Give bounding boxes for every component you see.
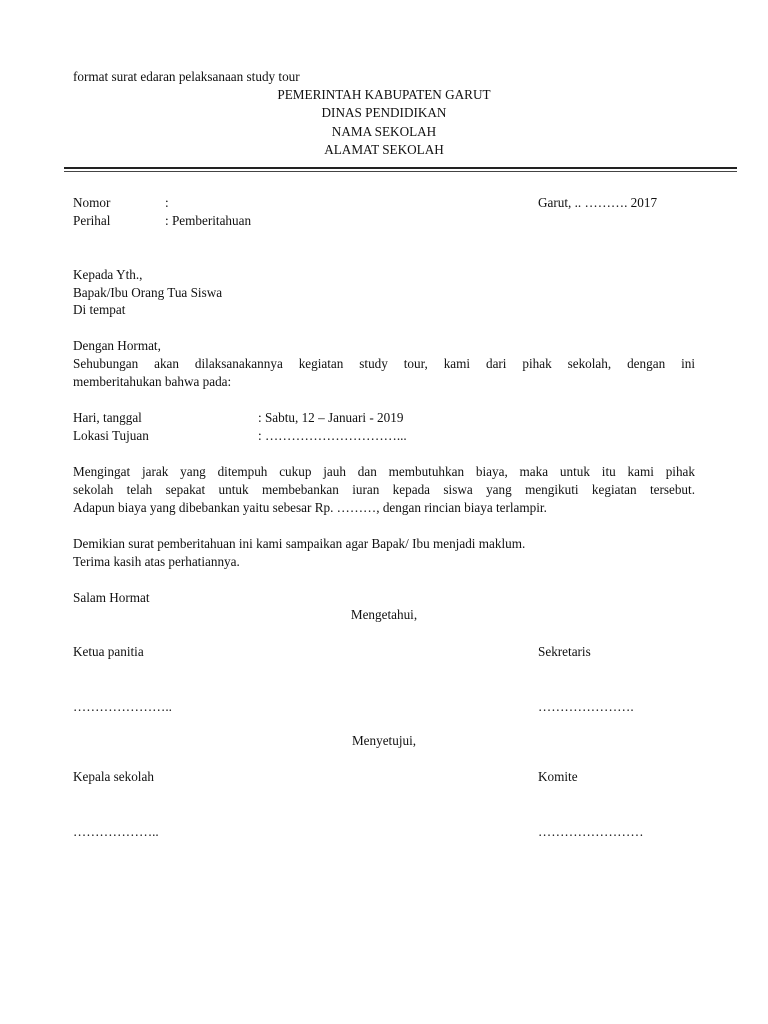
header-department: DINAS PENDIDIKAN [321,105,447,120]
cost-line-2: sekolah telah sepakat untuk membebankan iuran kepada siswa yang mengikuti kegiatan tersebut. [73,482,695,497]
location-value: : …………………………... [258,428,407,443]
day-label: Hari, tanggal [73,410,142,425]
kepsek-signature-line: ……………….. [73,824,159,839]
cost-paragraph [73,463,695,517]
intro-paragraph [73,355,695,391]
mengetahui-label: Mengetahui, [350,607,418,622]
perihal-label: Perihal [73,213,111,228]
ketua-signature-line: ………………….. [73,699,172,714]
header-divider-thick [64,167,737,169]
ketua-label: Ketua panitia [73,644,144,659]
komite-label: Komite [538,769,578,784]
perihal-value: : Pemberitahuan [165,213,252,228]
cost-line-1: Mengingat jarak yang ditempuh cukup jauh dan membutuhkan biaya, maka untuk itu kami pihak [73,464,695,479]
header-divider-thin [64,171,737,172]
nomor-value: : [165,195,169,210]
greeting: Dengan Hormat, [73,338,161,353]
closing-line-1: Demikian surat pemberitahuan ini kami sampaikan agar Bapak/ Ibu menjadi maklum. [73,536,526,551]
sekretaris-signature-line: …………………. [538,699,634,714]
nomor-label: Nomor [73,195,111,210]
recipient-line-1: Kepada Yth., [73,267,143,282]
header-school-name: NAMA SEKOLAH [331,124,437,139]
intro-line-2: memberitahukan bahwa pada: [73,374,232,389]
header-school-address: ALAMAT SEKOLAH [324,142,444,157]
menyetujui-label: Menyetujui, [351,733,417,748]
recipient-line-2: Bapak/Ibu Orang Tua Siswa [73,285,223,300]
salam-hormat: Salam Hormat [73,590,150,605]
komite-signature-line: …………………… [538,824,644,839]
sekretaris-label: Sekretaris [538,644,591,659]
header-government: PEMERINTAH KABUPATEN GARUT [277,87,491,102]
day-value: : Sabtu, 12 – Januari - 2019 [258,410,404,425]
cost-line-3: Adapun biaya yang dibebankan yaitu sebesar Rp. ………, dengan rincian biaya terlampir. [73,500,547,515]
place-date: Garut, .. ………. 2017 [538,195,658,210]
closing-line-2: Terima kasih atas perhatiannya. [73,554,240,569]
intro-line-1: Sehubungan akan dilaksanakannya kegiatan study tour, kami dari pihak sekolah, dengan ini [73,356,695,371]
recipient-line-3: Di tempat [73,302,126,317]
kepsek-label: Kepala sekolah [73,769,154,784]
location-label: Lokasi Tujuan [73,428,149,443]
doc-caption: format surat edaran pelaksanaan study tour [73,69,300,84]
